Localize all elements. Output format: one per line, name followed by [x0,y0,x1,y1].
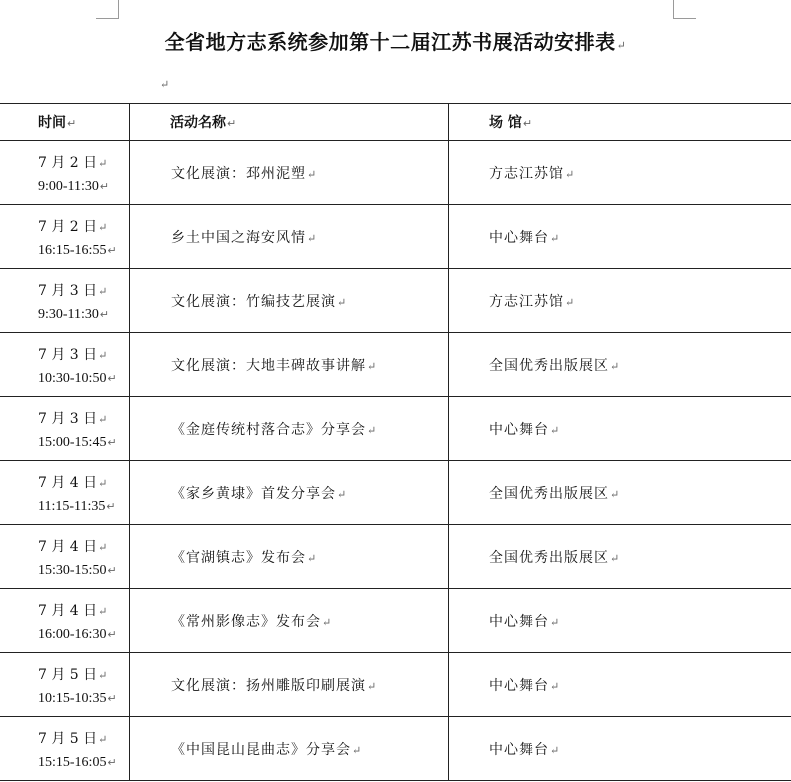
activity-cell[interactable] [130,461,449,525]
time-range-text: 10:15-10:35 [38,691,107,706]
time-range-text: 16:15-16:55 [38,243,107,258]
venue-cell[interactable] [449,461,791,525]
paragraph-mark-icon: ↵ [550,679,561,693]
date-text: 7 月 5 日 [38,731,98,747]
time-range-text: 15:15-16:05 [38,755,107,770]
time-range-text: 11:15-11:35 [38,499,106,514]
activity-name: 《中国昆山昆曲志》分享会 [171,741,351,758]
paragraph-mark-icon: ↵ [98,221,108,234]
paragraph-mark-icon: ↵ [522,117,533,130]
paragraph-mark-icon: ↵ [99,181,110,193]
time-range-text: 9:00-11:30 [38,179,99,194]
paragraph-mark-icon: ↵ [610,487,621,501]
venue-name: 方志江苏馆 [489,293,564,310]
activity-cell[interactable] [130,269,449,333]
paragraph-mark-icon: ↵ [98,157,108,170]
paragraph-mark-icon: ↵ [367,359,378,373]
activity-name: 文化展演：邳州泥塑 [171,165,306,182]
venue-cell[interactable] [449,333,791,397]
time-range-text: 10:30-10:50 [38,371,107,386]
activity-cell[interactable] [130,589,449,653]
paragraph-mark-icon: ↵ [67,117,77,130]
time-cell[interactable] [0,653,130,717]
time-range-text: 15:30-15:50 [38,563,107,578]
date-text: 7 月 3 日 [38,283,98,299]
paragraph-mark-icon: ↵ [99,309,110,321]
activity-name: 《家乡黄埭》首发分享会 [171,485,336,502]
activity-name: 《常州影像志》发布会 [171,613,321,630]
time-cell[interactable] [0,717,130,781]
paragraph-mark-icon: ↵ [307,231,318,245]
date-text: 7 月 4 日 [38,603,98,619]
activity-name: 文化展演：大地丰碑故事讲解 [171,357,366,374]
time-cell[interactable] [0,205,130,269]
paragraph-mark-icon: ↵ [550,615,561,629]
paragraph-mark-icon: ↵ [98,413,108,426]
table-row [0,525,791,589]
venue-cell[interactable] [449,205,791,269]
table-header-row [0,104,791,141]
venue-name: 全国优秀出版展区 [489,485,609,502]
paragraph-mark-icon: ↵ [337,295,348,309]
paragraph-mark-icon: ↵ [322,615,333,629]
venue-name: 全国优秀出版展区 [489,357,609,374]
paragraph-mark-icon: ↵ [550,423,561,437]
activity-cell[interactable] [130,525,449,589]
venue-name: 中心舞台 [489,741,549,758]
activity-name: 乡土中国之海安风情 [171,229,306,246]
time-cell[interactable] [0,333,130,397]
header-cell-venue[interactable] [449,104,791,141]
paragraph-mark-icon: ↵ [107,757,117,769]
activity-name: 文化展演：竹编技艺展演 [171,293,336,310]
paragraph-mark-icon: ↵ [106,501,116,513]
header-cell-time[interactable] [0,104,130,141]
venue-name: 全国优秀出版展区 [489,549,609,566]
table-row [0,461,791,525]
time-cell[interactable] [0,141,130,205]
paragraph-mark-icon: ↵ [107,565,117,577]
paragraph-mark-icon: ↵ [160,78,170,91]
header-activity-label: 活动名称 [170,115,226,131]
venue-cell[interactable] [449,589,791,653]
activity-cell[interactable] [130,333,449,397]
paragraph-mark-icon: ↵ [367,679,378,693]
document-title-text: 全省地方志系统参加第十二届江苏书展活动安排表 [164,30,616,54]
activity-cell[interactable] [130,653,449,717]
activity-cell[interactable] [130,397,449,461]
time-range-text: 16:00-16:30 [38,627,107,642]
time-range-text: 15:00-15:45 [38,435,107,450]
table-row [0,397,791,461]
paragraph-mark-icon: ↵ [367,423,378,437]
paragraph-mark-icon: ↵ [307,551,318,565]
paragraph-mark-icon: ↵ [616,39,627,52]
activity-name: 《官湖镇志》发布会 [171,549,306,566]
paragraph-mark-icon: ↵ [98,605,108,618]
time-cell[interactable] [0,397,130,461]
table-row [0,333,791,397]
venue-cell[interactable] [449,141,791,205]
date-text: 7 月 2 日 [38,155,98,171]
paragraph-mark-icon: ↵ [610,551,621,565]
paragraph-mark-icon: ↵ [107,245,117,257]
time-cell[interactable] [0,525,130,589]
venue-name: 方志江苏馆 [489,165,564,182]
paragraph-mark-icon: ↵ [98,477,108,490]
paragraph-mark-icon: ↵ [107,373,117,385]
venue-cell[interactable] [449,525,791,589]
venue-name: 中心舞台 [489,421,549,438]
time-cell[interactable] [0,461,130,525]
activity-cell[interactable] [130,717,449,781]
paragraph-mark-icon: ↵ [565,167,576,181]
date-text: 7 月 5 日 [38,667,98,683]
header-time-label: 时间 [38,115,66,131]
date-text: 7 月 4 日 [38,539,98,555]
table-row [0,269,791,333]
venue-cell[interactable] [449,653,791,717]
venue-cell[interactable] [449,717,791,781]
paragraph-mark-icon: ↵ [107,629,117,641]
activity-name: 《金庭传统村落合志》分享会 [171,421,366,438]
paragraph-mark-icon: ↵ [352,743,363,757]
paragraph-mark-icon: ↵ [550,231,561,245]
date-text: 7 月 2 日 [38,219,98,235]
header-venue-label: 场 馆 [489,115,522,131]
paragraph-mark-icon: ↵ [565,295,576,309]
time-cell[interactable] [0,589,130,653]
paragraph-mark-icon: ↵ [98,733,108,746]
paragraph-mark-icon: ↵ [98,285,108,298]
table-row [0,141,791,205]
table-row [0,653,791,717]
paragraph-mark-icon: ↵ [307,167,318,181]
table-row [0,589,791,653]
paragraph-mark-icon: ↵ [337,487,348,501]
page-corner-marker-left [96,0,119,19]
document-title [0,26,791,55]
activity-cell[interactable] [130,141,449,205]
venue-cell[interactable] [449,269,791,333]
venue-name: 中心舞台 [489,229,549,246]
page-corner-marker-right [673,0,696,19]
activity-name: 文化展演：扬州雕版印刷展演 [171,677,366,694]
paragraph-mark-icon: ↵ [610,359,621,373]
paragraph-mark-icon: ↵ [107,693,117,705]
activity-cell[interactable] [130,205,449,269]
paragraph-mark-icon: ↵ [98,541,108,554]
header-cell-activity[interactable] [130,104,449,141]
date-text: 7 月 3 日 [38,411,98,427]
date-text: 7 月 4 日 [38,475,98,491]
time-range-text: 9:30-11:30 [38,307,99,322]
table-row [0,717,791,781]
venue-cell[interactable] [449,397,791,461]
venue-name: 中心舞台 [489,677,549,694]
paragraph-mark-icon: ↵ [227,117,237,130]
paragraph-mark-icon: ↵ [98,669,108,682]
table-row [0,205,791,269]
venue-name: 中心舞台 [489,613,549,630]
paragraph-mark-icon: ↵ [550,743,561,757]
date-text: 7 月 3 日 [38,347,98,363]
paragraph-mark-icon: ↵ [107,437,117,449]
paragraph-mark-icon: ↵ [98,349,108,362]
schedule-table [0,103,791,781]
time-cell[interactable] [0,269,130,333]
